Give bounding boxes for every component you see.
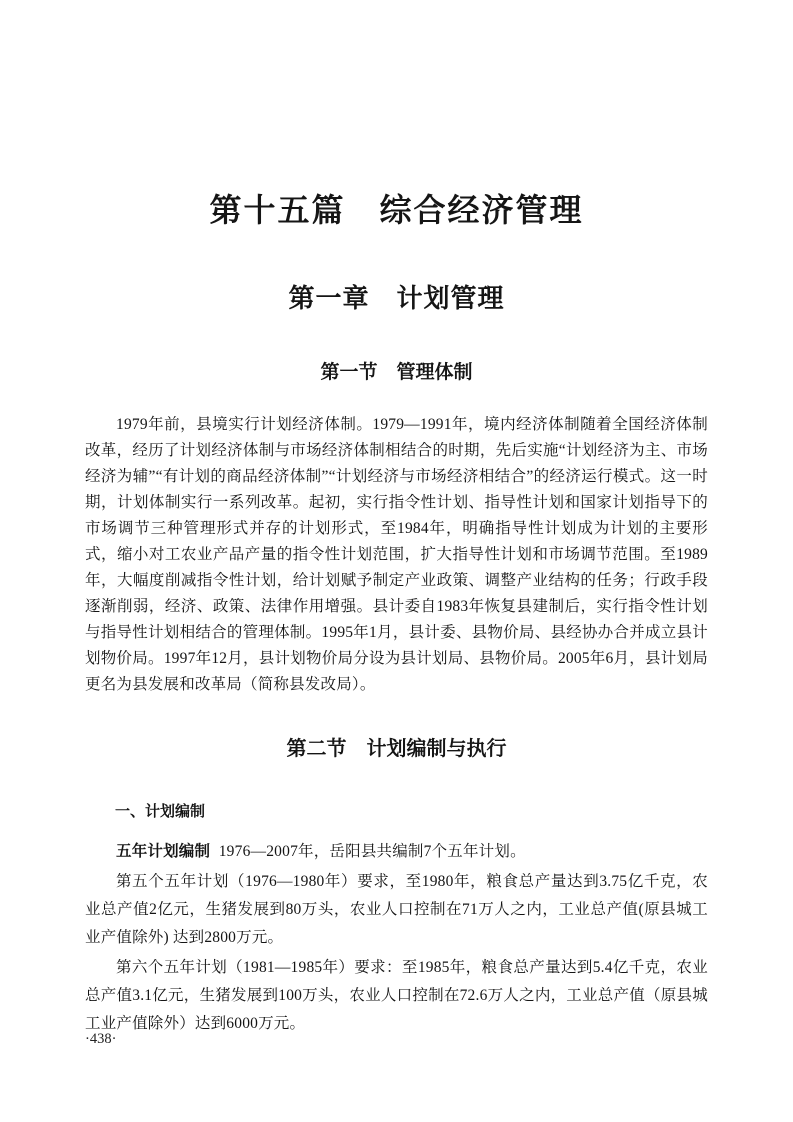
section-title-2: 第二节 计划编制与执行 xyxy=(286,738,507,760)
five-year-plan-lead: 五年计划编制 xyxy=(116,843,211,860)
five-year-plan-paragraph xyxy=(85,838,708,866)
chapter-title: 第一章 计划管理 xyxy=(288,284,505,313)
subsection-title: 一、计划编制 xyxy=(115,803,206,820)
part-title: 第十五篇 综合经济管理 xyxy=(209,192,584,228)
five-year-plan-text: 1976—2007年，岳阳县共编制7个五年计划。 xyxy=(218,843,526,860)
sixth-plan-paragraph: 第六个五年计划（1981—1985年）要求：至1985年，粮食总产量达到5.4亿千克，农业总产值3.1亿元，生猪发展到100万头，农业人口控制在72.6万人之内，工业总产值（原县城工业产值除外）达到6000万元。 xyxy=(85,959,708,1032)
fifth-plan-paragraph: 第五个五年计划（1976—1980年）要求，至1980年，粮食总产量达到3.75亿千克，农业总产值2亿元，生猪发展到80万头，农业人口控制在71万人之内，工业总产值(原县城工业产值除外) 达到2800万元。 xyxy=(85,873,708,946)
page-number: ·438· xyxy=(85,1031,117,1047)
section-title-1: 第一节 管理体制 xyxy=(320,362,473,383)
section1-paragraph: 1979年前，县境实行计划经济体制。1979—1991年，境内经济体制随着全国经济体制改革，经历了计划经济体制与市场经济体制相结合的时期，先后实施“计划经济为主、市场经济为辅”“有计划的商品经济体制”“计划经济与市场经济相结合”的经济运行模式。这一时期，计划体制实行一系列改革。起初，实行指令性计划、指导性计划和国家计划指导下的市场调节三种管理形式并存的计划形式，至1984年，明确指导性计划成为计划的主要形式，缩小对工农业产品产量的指令性计划范围，扩大指导性计划和市场调节范围。至1989年，大幅度削减指令性计划，给计划赋予制定产业政策、调整产业结构的任务；行政手段逐渐削弱，经济、政策、法律作用增强。县计委自1983年恢复县建制后，实行指令性计划与指导性计划相结合的管理体制。1995年1月，县计委、县物价局、县经协办合并成立县计划物价局。1997年12月，县计划物价局分设为县计划局、县物价局。2005年6月，县计划局更名为县发展和改革局（简称县发改局）。 xyxy=(85,416,708,693)
